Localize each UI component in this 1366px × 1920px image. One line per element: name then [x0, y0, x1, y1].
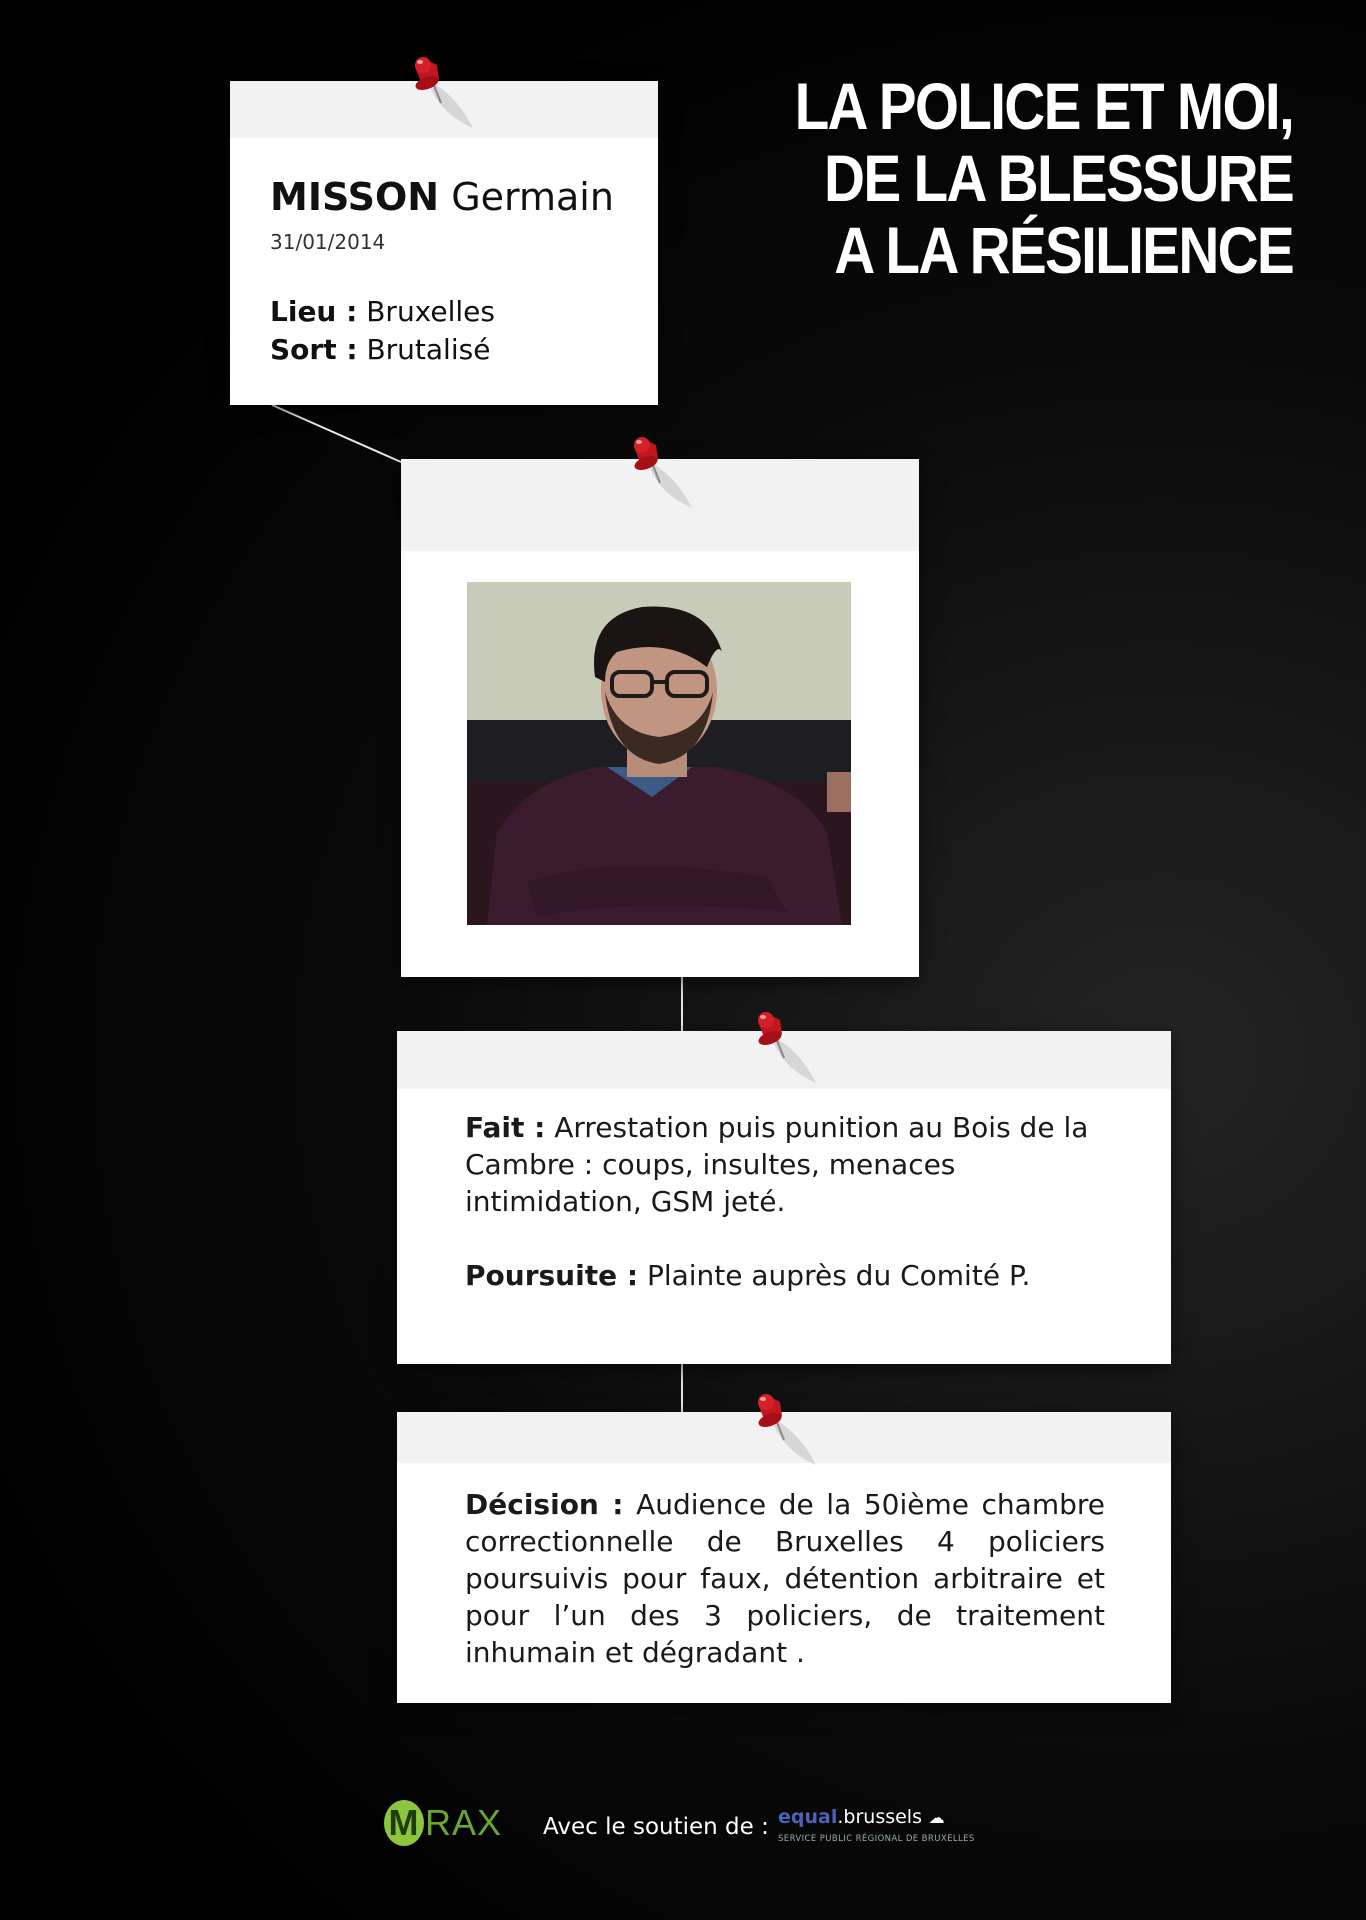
pushpin-icon	[746, 1390, 816, 1470]
person-first-name: Germain	[451, 175, 614, 219]
connector-line-2	[681, 1364, 683, 1412]
mrax-logo-text: RAX	[425, 1802, 503, 1843]
decision-label: Décision :	[465, 1488, 624, 1521]
fact-text: Arrestation puis punition au Bois de la Cambre : coups, insultes, menaces intimidation, GSM jeté.	[465, 1111, 1089, 1218]
decision-text: Audience de la 50ième chambre correctionnelle de Bruxelles 4 policiers poursuivis pour faux, détention arbitraire et pour l’un des 3 policiers, de traitement inhumain et dégradant .	[465, 1488, 1106, 1669]
person-name	[270, 175, 614, 219]
incident-date: 31/01/2014	[270, 230, 386, 254]
fate-label: Sort :	[270, 333, 358, 366]
hands-icon: ☁	[928, 1808, 945, 1827]
fate-value: Brutalisé	[366, 333, 491, 366]
place-line	[270, 295, 495, 328]
equal-logo-part-a: equal	[778, 1806, 838, 1828]
title-line-2: DE LA BLESSURE	[824, 141, 1293, 215]
footer	[0, 1800, 1366, 1860]
mrax-logo-mark: M	[384, 1800, 424, 1846]
prosecution-text: Plainte auprès du Comité P.	[646, 1259, 1031, 1292]
title-line-1: LA POLICE ET MOI,	[794, 69, 1293, 143]
equal-logo-part-b: .brussels	[837, 1806, 922, 1828]
fact-paragraph	[465, 1109, 1105, 1220]
equal-brussels-subtitle: SERVICE PUBLIC RÉGIONAL DE BRUXELLES	[778, 1834, 975, 1844]
support-text: Avec le soutien de :	[543, 1814, 769, 1840]
prosecution-label: Poursuite :	[465, 1259, 639, 1292]
prosecution-paragraph	[465, 1257, 1030, 1294]
place-label: Lieu :	[270, 295, 358, 328]
photo-card	[401, 459, 919, 977]
portrait-photo	[467, 582, 851, 925]
fact-label: Fait :	[465, 1111, 546, 1144]
fate-line	[270, 333, 490, 366]
person-surname: MISSON	[270, 175, 440, 219]
pushpin-icon	[746, 1008, 816, 1088]
pushpin-icon	[622, 433, 692, 513]
pushpin-icon	[403, 53, 473, 133]
equal-brussels-logo[interactable]	[778, 1806, 945, 1828]
place-value: Bruxelles	[366, 295, 495, 328]
connector-line-1	[681, 977, 683, 1031]
title-line-3: A LA RÉSILIENCE	[834, 213, 1293, 287]
decision-paragraph	[465, 1486, 1105, 1671]
